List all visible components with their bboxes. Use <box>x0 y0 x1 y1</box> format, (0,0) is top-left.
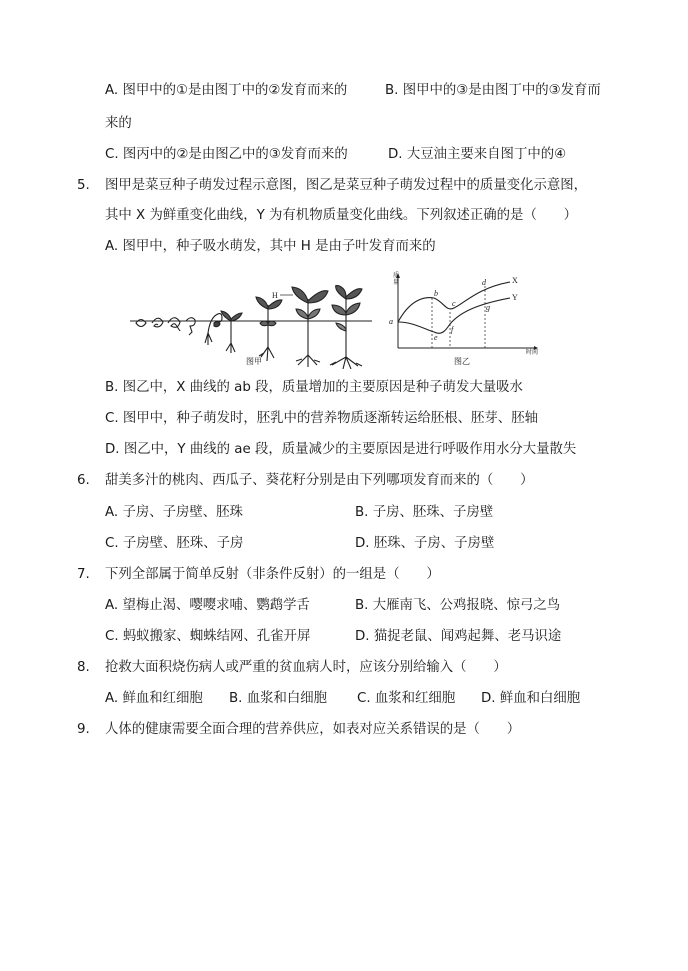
q4-option-d: D. 大豆油主要来自图丁中的④ <box>388 147 567 162</box>
q6-option-b: B. 子房、胚珠、子房壁 <box>355 505 494 520</box>
seed-stage-5 <box>292 287 328 367</box>
q8-option-b: B. 血浆和白细胞 <box>229 691 328 706</box>
q6-number: 6. <box>77 473 90 488</box>
q5-option-a: A. 图甲中，种子吸水萌发，其中 H 是由子叶发育而来的 <box>105 239 436 254</box>
figure-yi-ylabel: 质量 <box>393 272 400 286</box>
point-g-label: g <box>486 303 490 312</box>
figure-yi-caption: 图乙 <box>454 357 470 366</box>
q8-stem: 抢救大面积烧伤病人或严重的贫血病人时，应该分别给输入（ ） <box>105 660 507 675</box>
seed-stage-6 <box>330 285 362 369</box>
q6-option-c: C. 子房壁、胚珠、子房 <box>105 536 244 551</box>
point-c-label: c <box>452 299 456 308</box>
q7-option-a: A. 望梅止渴、嘤嘤求哺、鹦鹉学舌 <box>105 598 310 613</box>
q6-option-a: A. 子房、子房壁、胚珠 <box>105 505 243 520</box>
q6-stem: 甜美多汁的桃肉、西瓜子、葵花籽分别是由下列哪项发育而来的（ ） <box>105 473 534 488</box>
q7-number: 7. <box>77 567 90 582</box>
seed-stage-4 <box>256 297 282 361</box>
q8-number: 8. <box>77 660 90 675</box>
point-e-label: e <box>434 333 438 342</box>
q5-number: 5. <box>77 178 90 193</box>
q5-option-c: C. 图甲中，种子萌发时，胚乳中的营养物质逐渐转运给胚根、胚芽、胚轴 <box>105 411 538 426</box>
curve-x-label: X <box>512 276 518 285</box>
q8-option-d: D. 鲜血和白细胞 <box>481 691 581 706</box>
q5-figure-yi <box>388 272 538 360</box>
q7-stem: 下列全部属于简单反射（非条件反射）的一组是（ ） <box>105 567 440 582</box>
curve-y-label: Y <box>512 293 518 302</box>
seed-stage-3 <box>221 311 242 353</box>
q8-option-c: C. 血浆和红细胞 <box>357 691 456 706</box>
q7-option-d: D. 猫捉老鼠、闻鸡起舞、老马识途 <box>355 629 562 644</box>
point-a-label: a <box>389 317 393 326</box>
figure-yi-xlabel: 时间 <box>526 349 539 356</box>
point-f-label: f <box>451 325 454 334</box>
figure-jia-h-label: H <box>272 291 278 300</box>
point-b-label: b <box>434 289 438 298</box>
q6-option-d: D. 胚珠、子房、子房壁 <box>355 536 495 551</box>
figure-jia-caption: 图甲 <box>246 357 262 366</box>
q5-stem-line2: 其中 X 为鲜重变化曲线，Y 为有机物质量变化曲线。下列叙述正确的是（ ） <box>105 208 578 223</box>
q5-stem-line1: 图甲是菜豆种子萌发过程示意图，图乙是菜豆种子萌发过程中的质量变化示意图， <box>105 178 588 193</box>
q4-option-c: C. 图丙中的②是由图乙中的③发育而来的 <box>105 147 348 162</box>
q7-option-b: B. 大雁南飞、公鸡报晓、惊弓之鸟 <box>355 598 561 613</box>
q9-stem: 人体的健康需要全面合理的营养供应，如表对应关系错误的是（ ） <box>105 722 521 737</box>
q4-option-b: B. 图甲中的③是由图丁中的③发育而 <box>385 83 601 98</box>
q8-option-a: A. 鲜血和红细胞 <box>105 691 203 706</box>
q5-option-b: B. 图乙中，X 曲线的 ab 段，质量增加的主要原因是种子萌发大量吸水 <box>105 380 523 395</box>
point-d-label: d <box>482 278 486 287</box>
q4-option-a: A. 图甲中的①是由图丁中的②发育而来的 <box>105 83 348 98</box>
q9-number: 9. <box>77 722 90 737</box>
q5-option-d: D. 图乙中，Y 曲线的 ae 段，质量减少的主要原因是进行呼吸作用水分大量散失 <box>105 442 577 457</box>
seed-stage-1 <box>136 318 195 335</box>
seed-stage-2 <box>205 314 222 345</box>
q4-option-b-cont: 来的 <box>105 116 132 131</box>
q7-option-c: C. 蚂蚁搬家、蜘蛛结网、孔雀开屏 <box>105 629 311 644</box>
